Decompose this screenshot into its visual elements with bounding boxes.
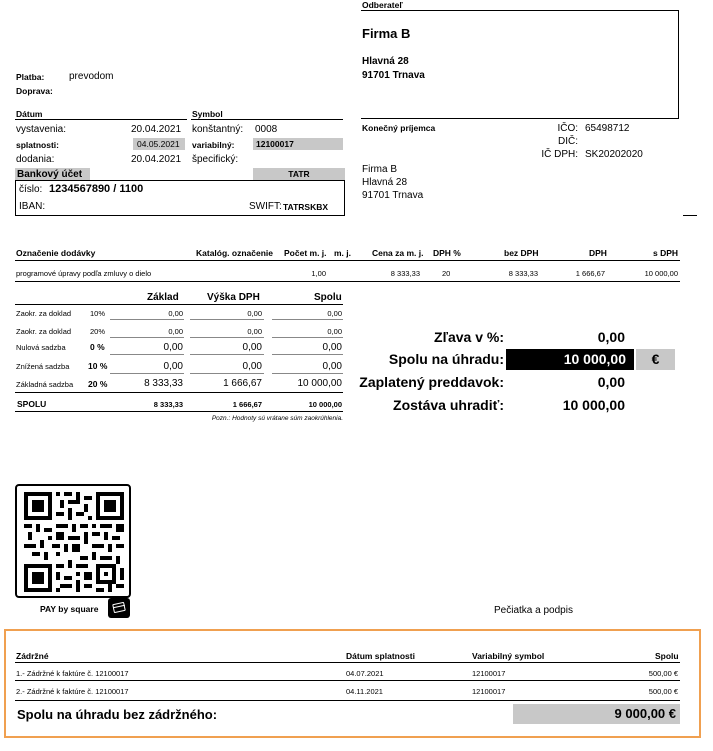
vat-row-total: 0,00 — [327, 327, 342, 336]
issued-label: vystavenia: — [16, 124, 67, 135]
divider — [110, 373, 184, 374]
ico-label: IČO: — [557, 123, 578, 134]
variable-symbol-value: 12100017 — [253, 138, 343, 150]
account-value: 1234567890 / 1100 — [49, 183, 144, 195]
retention-row-variable-symbol: 12100017 — [472, 687, 506, 696]
col-header-catalog: Katalóg. označenie — [196, 248, 273, 258]
ico-value: 65498712 — [585, 123, 630, 134]
divider — [683, 215, 697, 216]
bank-header: Bankový účet — [17, 169, 83, 180]
vat-row-rate: 0 % — [90, 342, 105, 352]
stamp-label: Pečiatka a podpis — [494, 605, 573, 616]
qr-code-icon — [24, 492, 124, 592]
divider — [190, 373, 264, 374]
col-header-gross: s DPH — [653, 248, 679, 258]
payment-method-value: prevodom — [69, 71, 114, 82]
retention-col-total: Spolu — [655, 651, 679, 661]
due-value: 04.05.2021 — [133, 138, 185, 150]
divider — [15, 260, 680, 261]
vat-total-vat: 1 666,67 — [232, 400, 262, 409]
recipient-name: Firma B — [362, 164, 397, 175]
divider — [190, 354, 264, 355]
issued-value: 20.04.2021 — [131, 124, 182, 135]
vat-row-base: 8 333,33 — [144, 378, 183, 389]
divider — [15, 411, 343, 412]
col-header-unit: m. j. — [334, 248, 352, 258]
retention-col-due-date: Dátum splatnosti — [346, 651, 415, 661]
retention-col-variable-symbol: Variabilný symbol — [472, 651, 545, 661]
currency: € — [636, 349, 675, 370]
vat-row-label: Základná sadzba — [16, 380, 74, 389]
divider — [190, 337, 264, 338]
divider — [361, 118, 679, 119]
due-label: splatnosti: — [16, 140, 59, 150]
payment-method-label: Platba: — [16, 72, 45, 82]
specific-symbol-label: špecifický: — [192, 154, 239, 165]
vat-row-total: 0,00 — [322, 361, 342, 372]
vat-row-label: Znížená sadzba — [16, 362, 70, 371]
customer-street: Hlavná 28 — [362, 56, 409, 67]
qr-frame — [15, 484, 131, 598]
vat-col-amount: Výška DPH — [207, 292, 260, 303]
divider — [15, 281, 680, 282]
item-description: programové úpravy podľa zmluvy o dielo — [16, 269, 152, 278]
col-header-vat: DPH — [589, 248, 607, 258]
vat-col-base: Základ — [147, 292, 179, 303]
retention-row-label: 1.- Zádržné k faktúre č. 12100017 — [16, 669, 129, 678]
variable-symbol-label: variabilný: — [192, 140, 235, 150]
dic-label: DIČ: — [558, 136, 578, 147]
divider — [272, 354, 343, 355]
col-header-net: bez DPH — [504, 248, 539, 258]
divider — [110, 354, 184, 355]
retention-row-variable-symbol: 12100017 — [472, 669, 506, 678]
vat-row-label: Zaokr. za doklad — [16, 327, 72, 336]
divider — [272, 373, 343, 374]
bank-code: TATR — [253, 168, 345, 180]
divider — [678, 10, 679, 118]
constant-symbol-value: 0008 — [255, 124, 278, 135]
vat-row-vat: 0,00 — [247, 327, 262, 336]
divider — [272, 319, 343, 320]
retention-row-due-date: 04.07.2021 — [346, 669, 384, 678]
divider — [110, 319, 184, 320]
vat-row-rate: 10 % — [88, 361, 108, 371]
retention-col-label: Zádržné — [16, 651, 49, 661]
retention-total-label: Spolu na úhradu bez zádržného: — [17, 707, 218, 722]
vat-row-base: 0,00 — [168, 309, 183, 318]
vat-row-label: Zaokr. za doklad — [16, 309, 72, 318]
vat-total-base: 8 333,33 — [153, 400, 183, 409]
paid-value: 0,00 — [597, 374, 625, 390]
to-pay-value: 10 000,00 — [506, 349, 634, 370]
remaining-label: Zostáva uhradiť: — [393, 397, 504, 413]
item-unit-price: 8 333,33 — [390, 269, 420, 278]
retention-row-due-date: 04.11.2021 — [346, 687, 383, 696]
qr-caption: PAY by square — [40, 604, 99, 614]
vat-row-total: 10 000,00 — [297, 378, 342, 389]
delivery-date-value: 20.04.2021 — [131, 154, 182, 165]
col-header-unit-price: Cena za m. j. — [372, 248, 424, 258]
item-vat: 1 666,67 — [575, 269, 605, 278]
vat-total-total: 10 000,00 — [308, 400, 342, 409]
vat-col-total: Spolu — [314, 292, 342, 303]
item-vat-rate: 20 — [442, 269, 451, 278]
customer-label: Odberateľ — [362, 0, 403, 10]
item-gross: 10 000,00 — [644, 269, 678, 278]
iban-label: IBAN: — [19, 201, 46, 212]
divider — [15, 392, 343, 393]
divider — [15, 662, 680, 663]
item-quantity: 1,00 — [311, 269, 326, 278]
divider — [15, 119, 187, 120]
vat-row-vat: 0,00 — [242, 342, 262, 353]
dates-header: Dátum — [16, 109, 43, 119]
icdph-value: SK20202020 — [585, 149, 643, 160]
col-header-vat-rate: DPH % — [433, 248, 461, 258]
vat-row-vat: 0,00 — [242, 361, 262, 372]
constant-symbol-label: konštantný: — [192, 124, 244, 135]
vat-row-base: 0,00 — [163, 361, 183, 372]
retention-row-label: 2.- Zádržné k faktúre č. 12100017 — [16, 687, 129, 696]
col-header-quantity: Počet m. j. — [284, 248, 327, 258]
vat-row-rate: 10% — [90, 309, 106, 318]
vat-row-base: 0,00 — [163, 342, 183, 353]
divider — [272, 337, 343, 338]
divider — [15, 700, 680, 701]
retention-row-total: 500,00 € — [648, 687, 678, 696]
recipient-city: 91701 Trnava — [362, 190, 424, 201]
item-net: 8 333,33 — [508, 269, 538, 278]
vat-row-total: 0,00 — [322, 342, 342, 353]
col-header-description: Označenie dodávky — [16, 248, 96, 258]
retention-total-value: 9 000,00 € — [513, 704, 680, 724]
divider — [15, 304, 343, 305]
vat-row-vat: 1 666,67 — [223, 378, 262, 389]
paid-label: Zaplatený preddavok: — [359, 374, 504, 390]
delivery-date-label: dodania: — [16, 154, 55, 165]
account-label: číslo: — [19, 184, 43, 195]
recipient-label: Konečný príjemca — [362, 123, 436, 133]
divider — [190, 319, 264, 320]
vat-row-base: 0,00 — [168, 327, 183, 336]
symbols-header: Symbol — [192, 109, 223, 119]
swift-value: TATRSKBX — [283, 202, 329, 212]
icdph-label: IČ DPH: — [541, 149, 578, 160]
recipient-street: Hlavná 28 — [362, 177, 408, 188]
vat-row-label: Nulová sadzba — [16, 343, 66, 352]
vat-row-vat: 0,00 — [247, 309, 262, 318]
discount-value: 0,00 — [597, 329, 625, 345]
swift-label: SWIFT: — [249, 201, 282, 212]
vat-row-rate: 20 % — [88, 379, 108, 389]
divider — [15, 680, 680, 681]
customer-city: 91701 Trnava — [362, 70, 425, 81]
remaining-value: 10 000,00 — [562, 397, 625, 413]
retention-row-total: 500,00 € — [648, 669, 678, 678]
divider — [361, 10, 679, 11]
divider — [191, 119, 343, 120]
discount-label: Zľava v %: — [434, 329, 504, 345]
vat-row-total: 0,00 — [327, 309, 342, 318]
vat-total-label: SPOLU — [17, 399, 47, 409]
to-pay-label: Spolu na úhradu: — [388, 351, 504, 367]
card-icon — [108, 598, 130, 618]
vat-note: Pozn.: Hodnoty sú vrátane súm zaokrúhlenia. — [211, 415, 343, 422]
delivery-label: Doprava: — [16, 86, 53, 96]
customer-name: Firma B — [362, 26, 411, 41]
vat-row-rate: 20% — [90, 327, 106, 336]
divider — [110, 337, 184, 338]
